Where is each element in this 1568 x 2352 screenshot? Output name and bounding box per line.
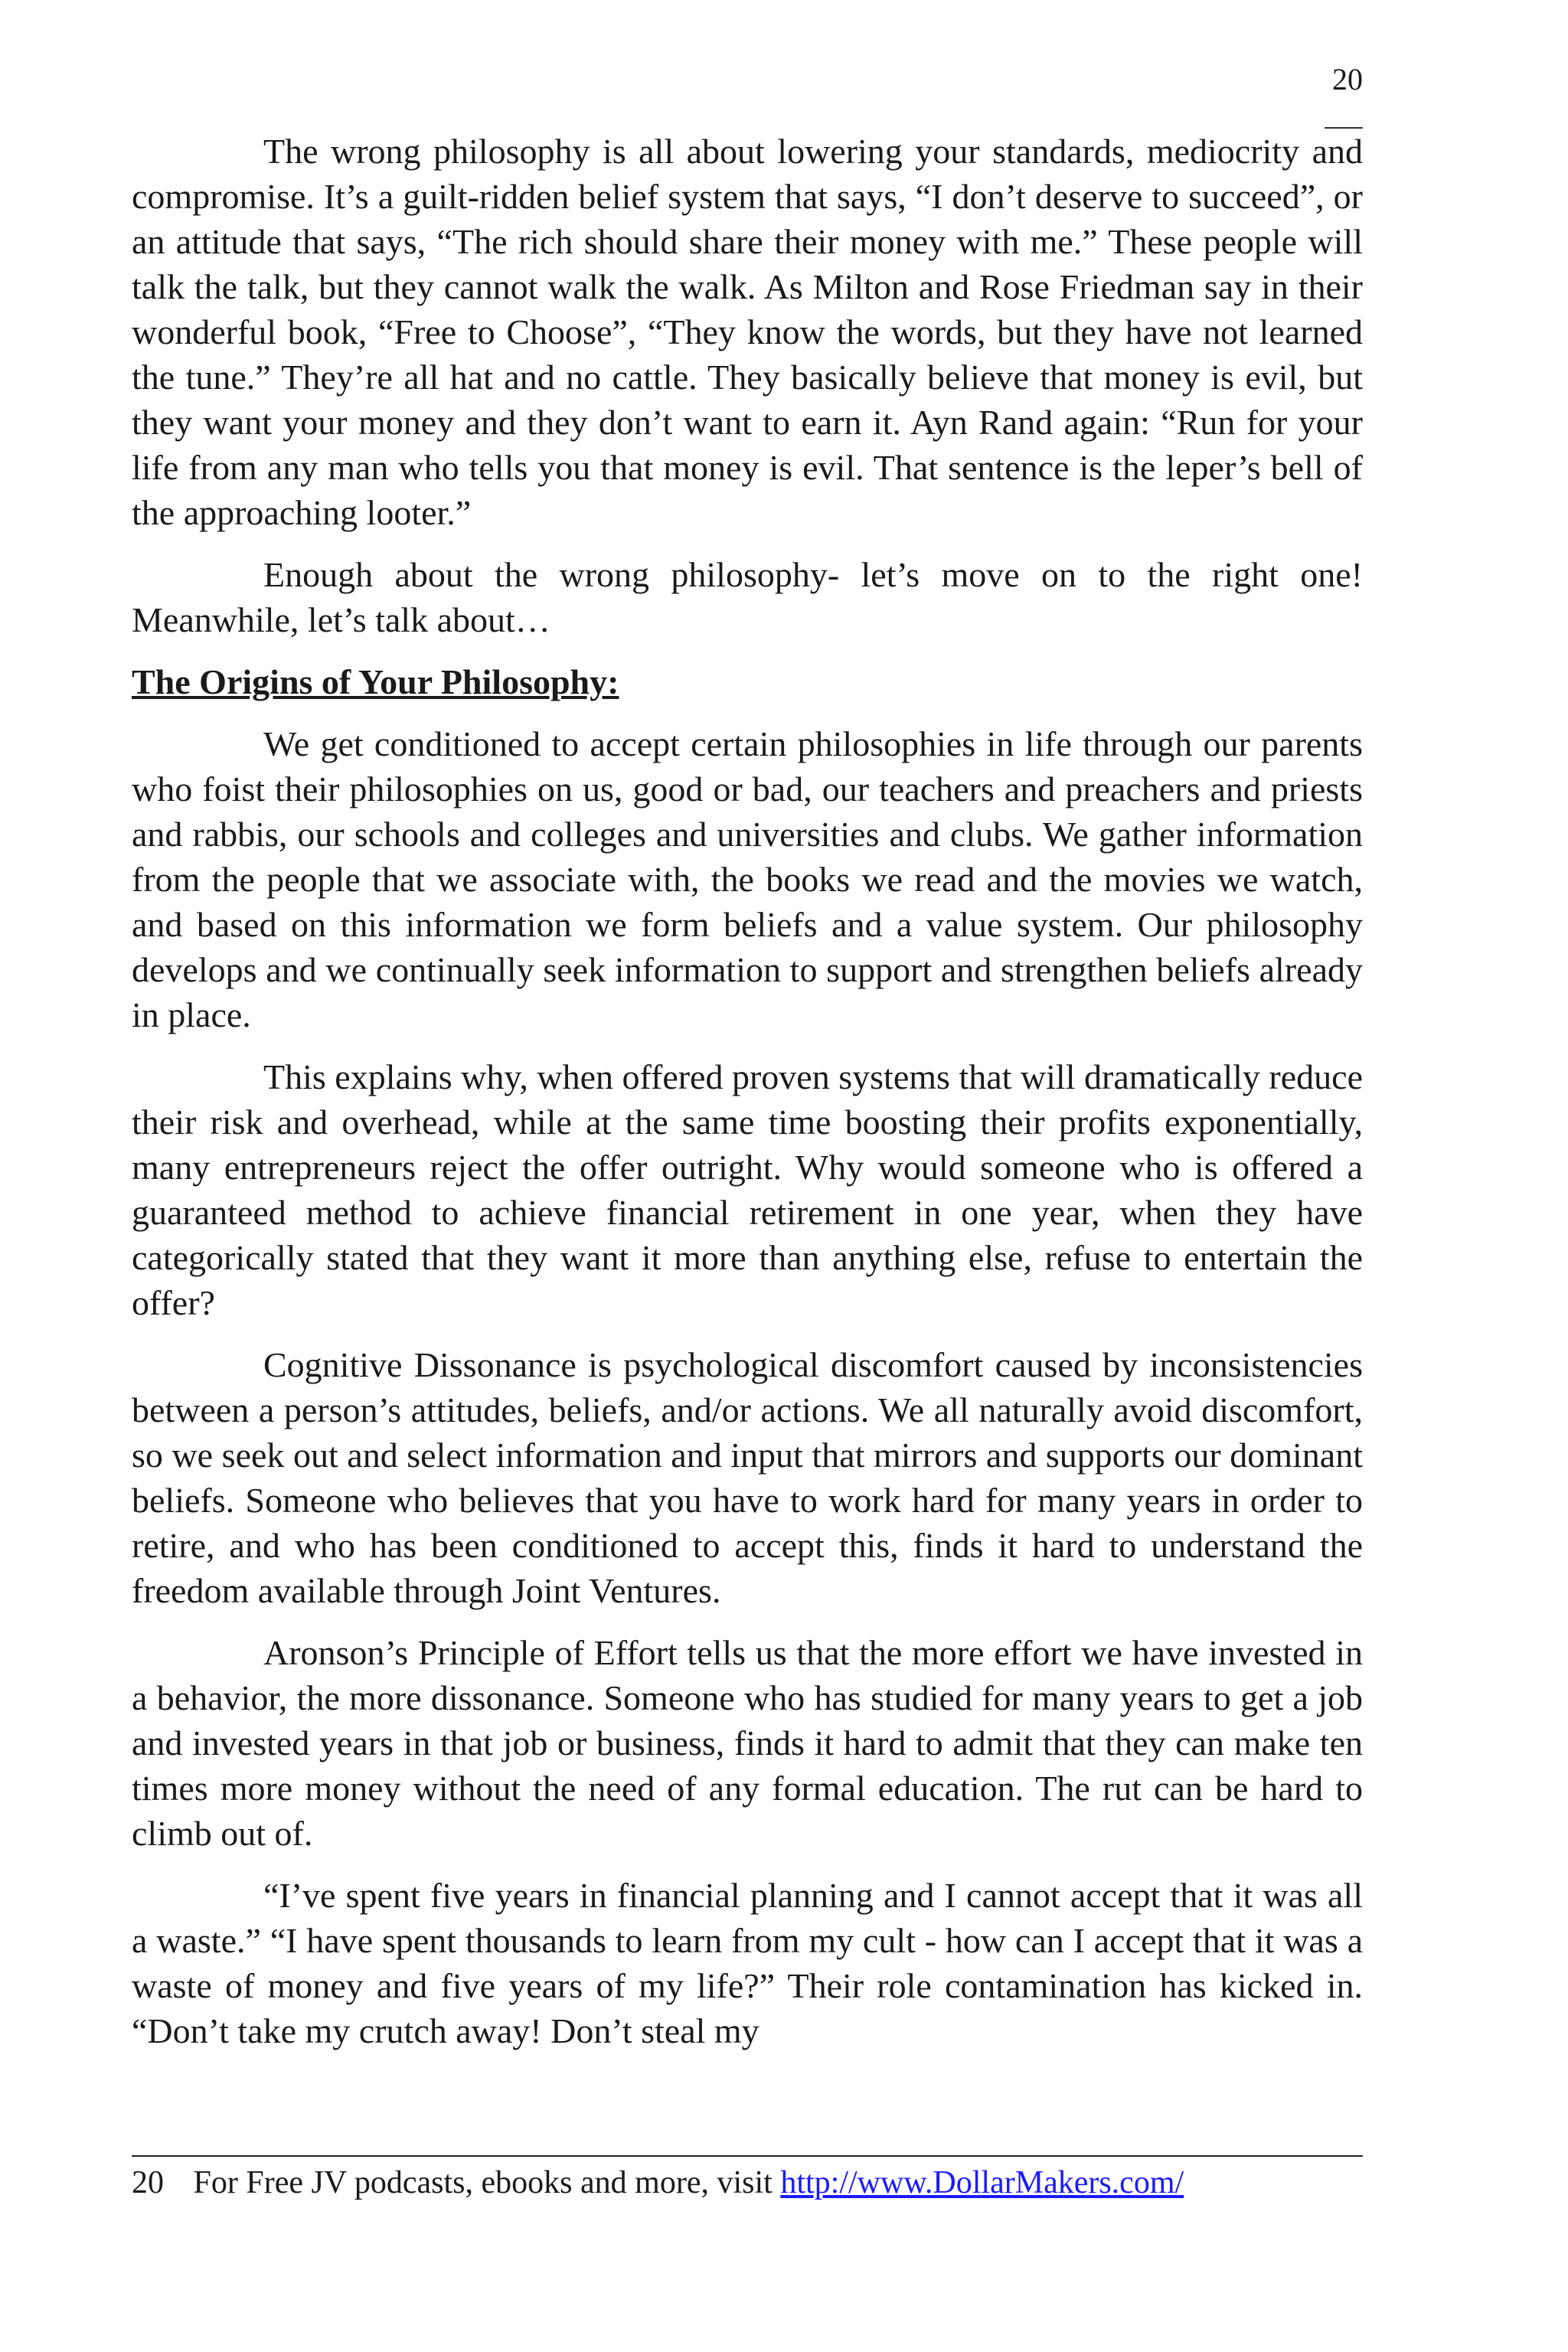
- paragraph-cognitive-dissonance: Cognitive Dissonance is psychological discomfort caused by inconsistencies between a person’s attitudes, beliefs, and/or actions. We all naturally avoid discomfort, so we seek out and select information and input that mirrors and supports our dominant beliefs. Someone who believes that you have to work hard for many years in order to retire, and who has been conditioned to accept this, finds it hard to understand the freedom available through Joint Ventures.: [132, 1345, 1363, 1610]
- footer-rule: [132, 2155, 1363, 2157]
- page-footer: [132, 2155, 1363, 2204]
- paragraph-aronson: Aronson’s Principle of Effort tells us that the more effort we have invested in a behavior, the more dissonance. Someone who has studied for many years to get a job and invested years in that job or business, finds it hard to admit that they can make ten times more money without the need of any formal education. The rut can be hard to climb out of.: [132, 1633, 1363, 1853]
- footer-link[interactable]: http://www.DollarMakers.com/: [780, 2165, 1184, 2200]
- paragraph-wrong-philosophy: The wrong philosophy is all about lowering your standards, mediocrity and compromise. It’s a guilt-ridden belief system that says, “I don’t deserve to succeed”, or an attitude that says, “The rich should share their money with me.” These people will talk the talk, but they cannot walk the walk. As Milton and Rose Friedman say in their wonderful book, “Free to Choose”, “They know the words, but they have not learned the tune.” They’re all hat and no cattle. They basically believe that money is evil, but they want your money and they don’t want to earn it. Ayn Rand again: “Run for your life from any man who tells you that money is evil. That sentence is the leper’s bell of the approaching looter.”: [132, 132, 1363, 532]
- header-page-number: 20: [1332, 62, 1363, 96]
- paragraph-financial-planning: “I’ve spent five years in financial planning and I cannot accept that it was all a waste.” “I have spent thousands to learn from my cult - how can I accept that it was a waste of money and five years of my life?” Their role contamination has kicked in. “Don’t take my crutch away! Don’t steal my: [132, 1876, 1363, 2050]
- footer-line: [132, 2161, 1363, 2204]
- section-heading: The Origins of Your Philosophy:: [132, 662, 619, 701]
- footer-page-number: 20: [132, 2165, 164, 2200]
- footer-text: For Free JV podcasts, ebooks and more, visit: [193, 2165, 773, 2200]
- paragraph-enough: Enough about the wrong philosophy- let’s move on to the right one! Meanwhile, let’s talk about…: [132, 555, 1363, 639]
- paragraph-proven-systems: This explains why, when offered proven systems that will dramatically reduce their risk and overhead, while at the same time boosting their profits exponentially, many entrepreneurs reject the offer outright. Why would someone who is offered a guaranteed method to achieve financial retirement in one year, when they have categorically stated that they want it more than anything else, refuse to entertain the offer?: [132, 1057, 1363, 1322]
- paragraph-conditioning: We get conditioned to accept certain philosophies in life through our parents who foist their philosophies on us, good or bad, our teachers and preachers and priests and rabbis, our schools and colleges and universities and clubs. We gather information from the people that we associate with, the books we read and the movies we watch, and based on this information we form beliefs and a value system. Our philosophy develops and we continually seek information to support and strengthen beliefs already in place.: [132, 724, 1363, 1034]
- body-text: [132, 129, 1363, 2070]
